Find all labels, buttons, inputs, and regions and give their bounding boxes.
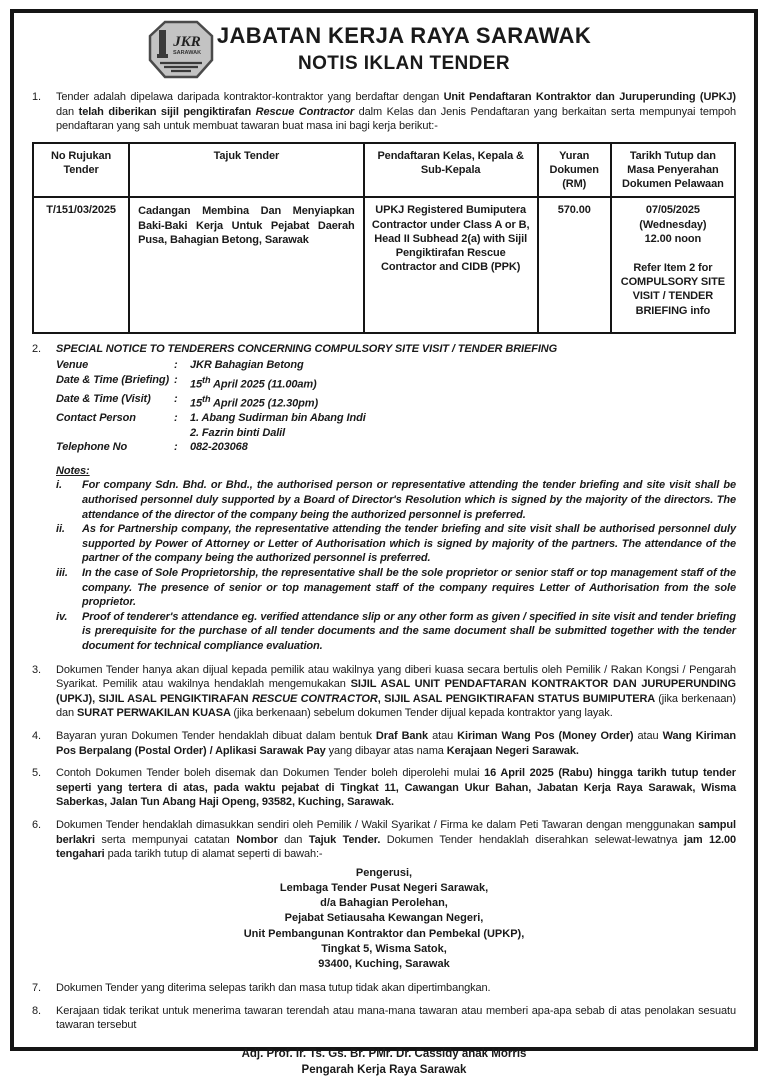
clause-4-text <box>56 729 736 758</box>
clause-number: 5. <box>32 767 41 780</box>
clause-3 <box>32 663 736 721</box>
clause-6 <box>32 818 736 862</box>
page-title: JABATAN KERJA RAYA SARAWAK <box>216 23 592 48</box>
table-header-row <box>33 143 735 198</box>
closing-note: Refer Item 2 for COMPULSORY SITE VISIT / TENDER BRIEFING info <box>620 262 725 317</box>
address-line: d/a Bahagian Perolehan, <box>320 897 448 910</box>
colon: : <box>174 392 178 405</box>
seg: dan <box>277 833 309 846</box>
address-line: Unit Pembangunan Kontraktor dan Pembekal (UPKP), <box>243 927 525 940</box>
ordinal: th <box>202 374 211 385</box>
seg: 15 <box>190 397 203 410</box>
note-text: Proof of tenderer's attendance eg. verified attendance slip or any other form as given / specified in site visit and tender briefing is prerequisite for the purchase of all tender documents and the same document shall be submitted together with the tender document for technical compliance evaluation. <box>82 610 736 652</box>
seg: sampul berlakri <box>56 818 736 846</box>
seg: pada tarikh tutup di alamat seperti di bawah:- <box>104 848 323 861</box>
venue-label: Venue <box>56 358 89 371</box>
clause-number: 6. <box>32 818 41 831</box>
note-item-iv <box>56 610 736 654</box>
venue-value: JKR Bahagian Betong <box>190 358 304 371</box>
note-text: In the case of Sole Proprietorship, the representative shall be the sole proprietor or senior staff or top management staff of the company. The presence of senior or top management staff of the company requires Letter of Authorisation from the sole proprietor. <box>82 567 736 609</box>
colon: : <box>174 441 178 454</box>
header-titles <box>32 20 736 75</box>
note-text: For company Sdn. Bhd. or Bhd., the authorised person or representative attending the tender briefing and site visit shall be authorised personnel duly supported by a Board of Director's Resolution which is signed by the majority of the directors. The attendance of the director of the company being the authorized personnel is preferred. <box>82 479 736 521</box>
clause-2-body <box>56 342 736 653</box>
seg: SURAT PERWAKILAN KUASA <box>77 707 234 720</box>
clause-7-text: Dokumen Tender yang diterima selepas tarikh dan masa tutup tidak akan dipertimbangkan. <box>56 982 491 995</box>
seg: Tajuk Tender. <box>308 833 381 846</box>
note-item-i <box>56 478 736 522</box>
colon: : <box>174 358 178 371</box>
cell-ref-no: T/151/03/2025 <box>33 197 129 333</box>
seg: jam 12.00 tengahari <box>56 833 737 861</box>
seg: Dokumen Tender hanya akan dijual kepada pemilik atau wakilnya yang diberi kuasa secara bertulis oleh Pemilik / Rakan Kongsi / Pengarah Syarikat. Pemilik atau wakilnya hendaklah mengemukakan <box>56 663 736 691</box>
cell-registration-class: UPKJ Registered Bumiputera Contractor under Class A or B, Head II Subhead 2(a) with Sijil Pengiktirafan Rescue Contractor and CIDB (PPK) <box>364 197 538 333</box>
seg: Kerajaan Negeri Sarawak. <box>446 744 579 757</box>
seg: serta mempunyai catatan <box>94 833 237 846</box>
seg: Rescue Contractor <box>255 105 354 118</box>
signatory-title: Pengarah Kerja Raya Sarawak <box>301 1063 467 1076</box>
clause-4 <box>32 729 736 758</box>
col-header-tender-title: Tajuk Tender <box>129 143 363 198</box>
closing-time: 12.00 noon <box>644 232 702 245</box>
col-header-document-fee: Yuran Dokumen (RM) <box>538 143 611 198</box>
visit-value <box>190 392 736 411</box>
notes-heading: Notes: <box>56 464 90 477</box>
contact-person-2: 2. Fazrin binti Dalil <box>190 426 286 439</box>
address-line: 93400, Kuching, Sarawak <box>318 957 450 970</box>
clause-3-text <box>56 663 736 721</box>
seg: Kiriman Wang Pos (Money Order) <box>457 729 634 742</box>
seg: atau <box>633 729 663 742</box>
cell-tender-title: Cadangan Membina Dan Menyiapkan Baki-Baki Kerja Untuk Pejabat Daerah Pusa, Bahagian Betong, Sarawak <box>129 197 363 333</box>
seg: April 2025 (11.00am) <box>210 378 317 391</box>
seg: Bayaran yuran Dokumen Tender hendaklah dibuat dalam bentuk <box>56 729 376 742</box>
notes-section <box>56 464 736 654</box>
closing-date: 07/05/2025 <box>645 204 700 217</box>
seg: 16 April 2025 (Rabu) hingga tarikh tutup tender seperti yang tertera di atas, pada waktu pejabat di Tingkat 11, Cawangan Ukur Bahan, Jabatan Kerja Raya Sarawak, Wisma Saberkas, Jalan Tun Abang Haji Openg, 93582, Kuching, Sarawak. <box>56 767 736 809</box>
col-header-closing-date: Tarikh Tutup dan Masa Penyerahan Dokumen Pelawaan <box>611 143 735 198</box>
briefing-value <box>190 373 736 392</box>
logo-abbr-text: JKR <box>173 34 201 50</box>
note-item-iii <box>56 566 736 610</box>
cell-document-fee: 570.00 <box>538 197 611 333</box>
signature-block <box>32 1046 736 1078</box>
address-line: Lembaga Tender Pusat Negeri Sarawak, <box>279 881 489 894</box>
colon: : <box>174 373 178 386</box>
venue-row <box>56 358 736 373</box>
seg: SIJIL ASAL UNIT PENDAFTARAN KONTRAKTOR DAN JURUPERUNDING (UPKJ), SIJIL ASAL PENGIKTIRAFAN <box>56 678 736 705</box>
seg: Dokumen Tender hendaklah dimasukkan sendiri oleh Pemilik / Wakil Syarikat / Firma ke dalam Peti Tawaran dengan menggunakan <box>56 818 699 831</box>
telephone-row <box>56 440 736 455</box>
note-number: i. <box>56 479 62 492</box>
col-header-ref-no: No Rujukan Tender <box>33 143 129 198</box>
clause-1 <box>32 90 736 134</box>
visit-datetime-row <box>56 392 736 411</box>
clause-5-text <box>56 766 736 810</box>
tender-table <box>32 142 736 335</box>
colon: : <box>174 412 178 425</box>
clause-number: 4. <box>32 729 41 742</box>
note-number: ii. <box>56 523 65 536</box>
contact-person-row <box>56 411 736 440</box>
submission-address <box>32 866 736 972</box>
cell-closing-date <box>611 197 735 333</box>
clause-number: 2. <box>32 343 41 356</box>
clause-number: 3. <box>32 663 41 676</box>
contact-values <box>190 411 736 440</box>
clause-2 <box>32 342 736 653</box>
clause-5 <box>32 766 736 810</box>
seg: , SIJIL ASAL PENGIKTIRAFAN STATUS BUMIPUTERA <box>377 692 659 705</box>
note-item-ii <box>56 522 736 566</box>
header <box>32 20 736 84</box>
contact-label: Contact Person <box>56 412 136 425</box>
seg: dan <box>56 105 79 118</box>
seg: (jika berkenaan) sebelum dokumen Tender dijual kepada kontraktor yang layak. <box>233 707 613 720</box>
seg: Unit Pendaftaran Kontraktor dan Juruperunding (UPKJ) <box>443 91 736 103</box>
seg: telah diberikan sijil pengiktirafan <box>78 105 256 118</box>
briefing-label: Date & Time (Briefing) <box>56 373 170 386</box>
seg: yang dibayar atas nama <box>325 744 447 757</box>
clause-1-text <box>56 90 736 134</box>
seg: Wang Kiriman Pos Berpalang (Postal Order) / Aplikasi Sarawak Pay <box>56 729 737 757</box>
address-line: Pejabat Setiausaha Kewangan Negeri, <box>284 912 484 925</box>
seg: RESCUE CONTRACTOR <box>251 692 378 705</box>
briefing-datetime-row <box>56 373 736 392</box>
jkr-logo <box>148 21 214 79</box>
seg: (jika berkenaan) dan <box>56 692 736 720</box>
clause-number: 1. <box>32 91 41 103</box>
seg: dalm Kelas dan Jenis Pendaftaran yang berkaitan serta mempunyai tempoh pendaftaran yang sah untuk membuat tawaran buat masa ini bagi kerja berikut:- <box>56 105 736 133</box>
col-header-registration-class: Pendaftaran Kelas, Kepala & Sub-Kepala <box>364 143 538 198</box>
telephone-label: Telephone No <box>56 441 128 454</box>
seg: April 2025 (12.30pm) <box>210 397 319 410</box>
visit-label: Date & Time (Visit) <box>56 392 151 405</box>
closing-day: (Wednesday) <box>639 218 707 231</box>
signatory-name: Adj. Prof. Ir. Ts. Gs. Br. PMr. Dr. Cassidy anak Morris <box>241 1047 527 1060</box>
ordinal: th <box>202 393 211 404</box>
clause-number: 7. <box>32 982 41 995</box>
clause-6-text <box>56 818 736 862</box>
note-number: iii. <box>56 567 68 580</box>
seg: Contoh Dokumen Tender boleh disemak dan Dokumen Tender boleh diperolehi mulai <box>56 767 485 780</box>
special-notice-heading: SPECIAL NOTICE TO TENDERERS CONCERNING COMPULSORY SITE VISIT / TENDER BRIEFING <box>56 343 558 356</box>
page-subtitle: NOTIS IKLAN TENDER <box>298 53 510 74</box>
note-number: iv. <box>56 610 68 623</box>
seg: 15 <box>190 378 203 391</box>
contact-person-1: 1. Abang Sudirman bin Abang Indi <box>190 412 366 425</box>
seg: Draf Bank <box>375 729 429 742</box>
logo-region-text: SARAWAK <box>172 50 202 56</box>
page-border-frame <box>10 9 758 1076</box>
clause-8 <box>32 1004 736 1033</box>
table-row <box>33 197 735 333</box>
seg: Dokumen Tender hendaklah diserahkan selewat-lewatnya <box>380 833 684 846</box>
clause-7 <box>32 981 736 996</box>
clause-number: 8. <box>32 1004 41 1017</box>
seg: Tender adalah dipelawa daripada kontraktor-kontraktor yang berdaftar dengan <box>56 91 444 103</box>
note-text: As for Partnership company, the representative attending the tender briefing and site visit shall be authorised personnel duly supported by Power of Attorney or Letter of Authorisation which is signed by majority of the partners. The attendance of the partner of the company being the authorized personnel is preferred. <box>82 523 736 565</box>
address-line: Tingkat 5, Wisma Satok, <box>321 942 447 955</box>
clause-8-text: Kerajaan tidak terikat untuk menerima tawaran terendah atau mana-mana tawaran atau memberi apa-apa sebab di atas penolakan sesuatu tawaran tersebut <box>56 1004 736 1032</box>
seg: Nombor <box>236 833 278 846</box>
address-line: Pengerusi, <box>355 866 413 879</box>
telephone-value: 082-203068 <box>190 441 248 454</box>
seg: atau <box>428 729 458 742</box>
